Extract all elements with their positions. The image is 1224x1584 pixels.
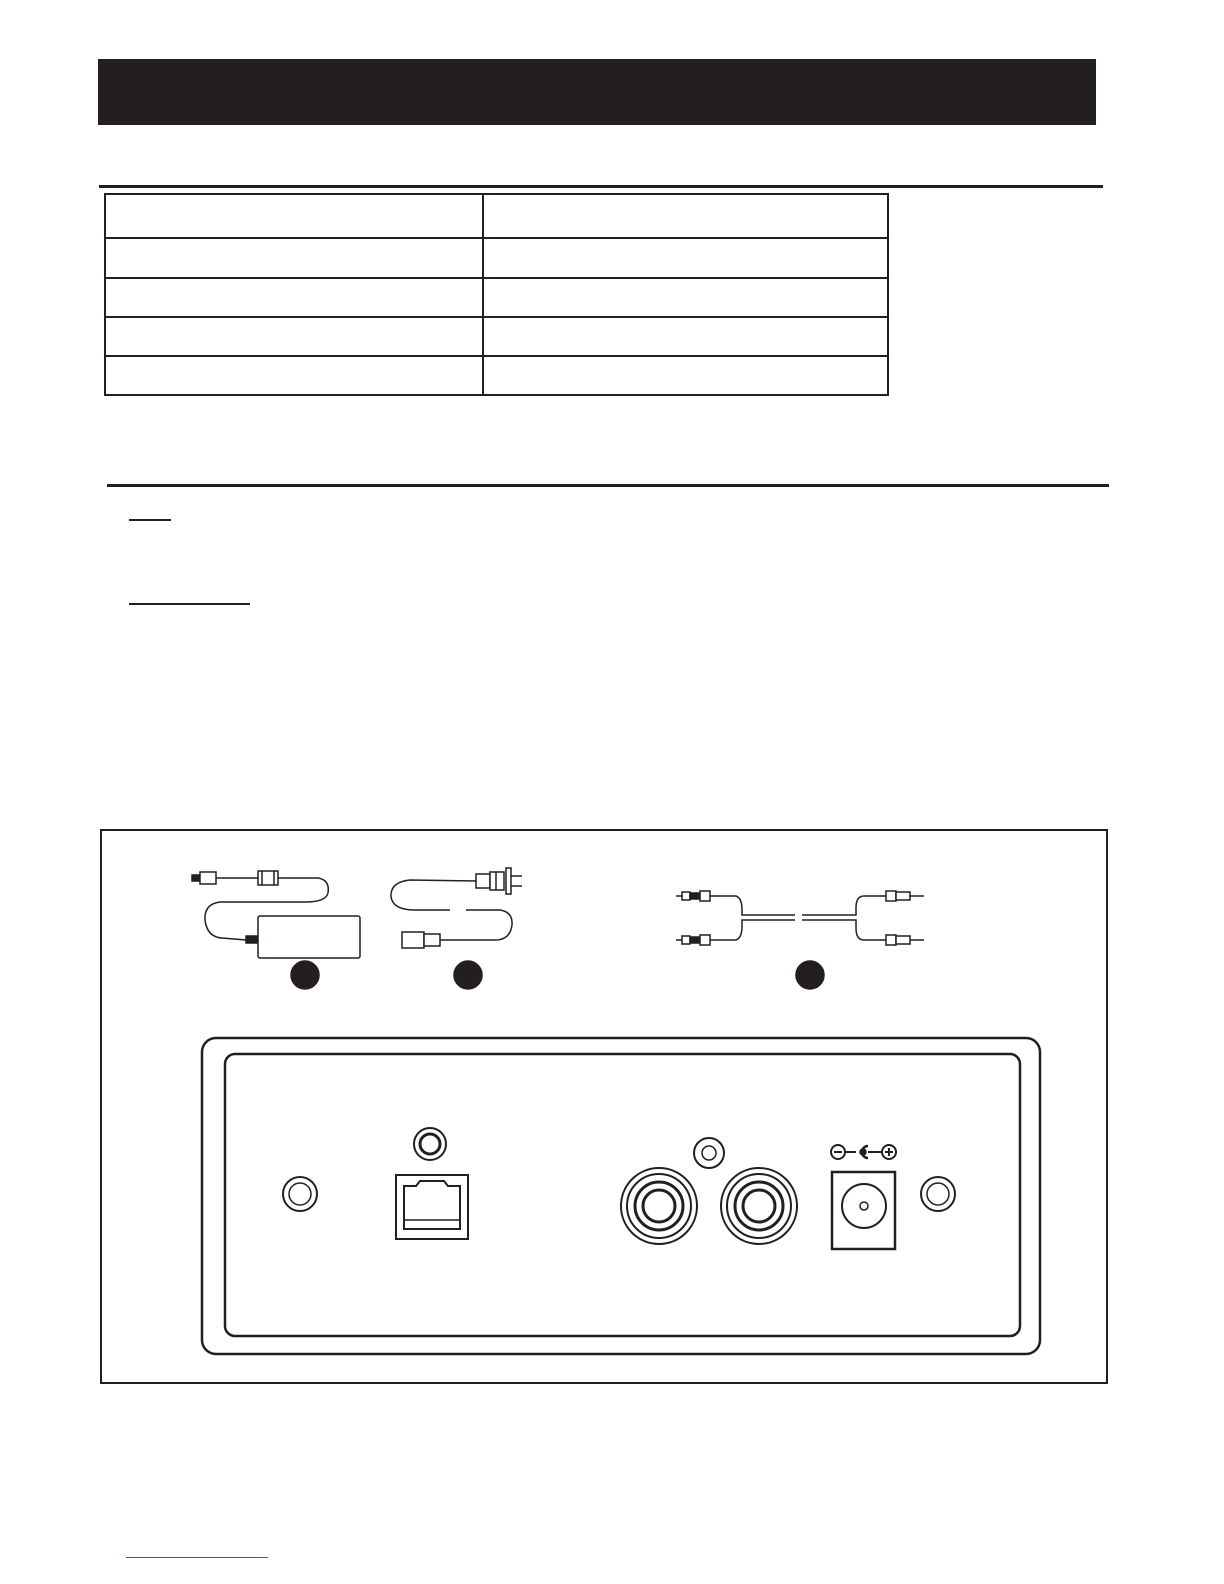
rca-jack-left-icon	[621, 1168, 697, 1244]
power-cord-icon	[391, 868, 522, 948]
rca-jack-right-icon	[721, 1168, 797, 1244]
screw-icon	[283, 1177, 317, 1211]
rca-cable-icon	[676, 891, 924, 945]
screw-icon	[921, 1177, 955, 1211]
rear-panel	[202, 1038, 1040, 1354]
small-jack-icon	[694, 1138, 724, 1168]
power-adapter-icon	[192, 871, 360, 958]
small-jack-icon	[414, 1128, 446, 1160]
callout-badge	[796, 961, 824, 989]
footer-link[interactable]	[126, 1557, 268, 1558]
optical-port-icon	[396, 1175, 468, 1239]
dc-jack-icon	[832, 1172, 895, 1249]
polarity-icon	[831, 1145, 896, 1159]
callout-badge	[454, 961, 482, 989]
callout-badge	[291, 961, 319, 989]
